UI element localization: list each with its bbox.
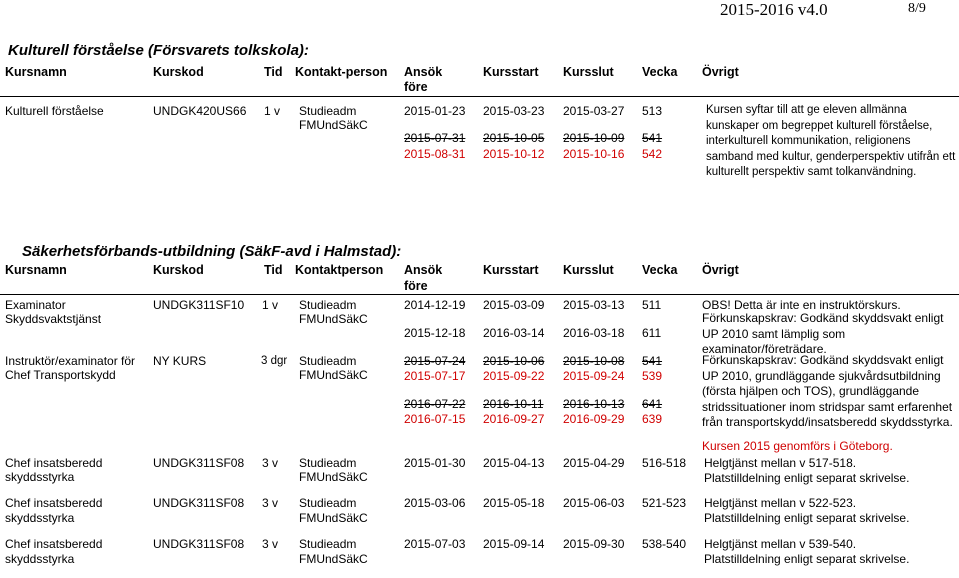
contact-unit: FMUndSäkC (299, 470, 368, 484)
course-duration: 3 v (262, 537, 279, 551)
apply-date-new: 2016-07-15 (404, 412, 466, 426)
col-kursslut: Kursslut (563, 65, 614, 79)
col-kurskod: Kurskod (153, 263, 204, 277)
col-tid: Tid (264, 65, 283, 79)
course-name-2: Skyddsvaktstjänst (5, 312, 102, 326)
contact-unit: FMUndSäkC (299, 368, 368, 382)
start-date-cancelled: 2016-10-11 (483, 397, 544, 411)
start-date-new: 2016-09-27 (483, 412, 545, 426)
location-note: Kursen 2015 genomförs i Göteborg. (702, 439, 893, 453)
allocation-note: Platstilldelning enligt separat skrivelse. (704, 552, 910, 566)
apply-date-cancelled: 2015-07-31 (404, 131, 466, 145)
col-ansok: Ansök (404, 263, 443, 277)
week-new: 539 (642, 369, 663, 383)
end-date: 2015-03-27 (563, 104, 625, 118)
col-kursnamn: Kursnamn (5, 263, 67, 277)
contact-unit: FMUndSäkC (299, 511, 368, 525)
apply-date: 2015-01-23 (404, 104, 466, 118)
col-ovrigt: Övrigt (702, 65, 739, 79)
start-date: 2015-03-23 (483, 104, 545, 118)
weekend-note: Helgtjänst mellan v 539-540. (704, 537, 857, 551)
col-vecka: Vecka (642, 263, 678, 277)
col-kontakt: Kontakt-person (295, 65, 388, 79)
week: 516-518 (642, 456, 687, 470)
contact: Studieadm (299, 298, 357, 312)
end-date-cancelled: 2016-10-13 (563, 397, 625, 411)
col-tid: Tid (264, 263, 283, 277)
end-date: 2015-09-30 (563, 537, 625, 551)
weekend-note: Helgtjänst mellan v 522-523. (704, 496, 857, 510)
course-duration: 1 v (264, 104, 281, 118)
end-date-new: 2015-09-24 (563, 369, 625, 383)
col-kursslut: Kursslut (563, 263, 614, 277)
contact: Studieadm (299, 496, 357, 510)
contact-unit: FMUndSäkC (299, 118, 368, 132)
col-ansok-2: före (404, 279, 428, 293)
apply-date-new: 2015-07-17 (404, 369, 466, 383)
contact: Studieadm (299, 537, 357, 551)
week-cancelled: 541 (642, 131, 663, 145)
course-code: UNDGK311SF08 (153, 496, 245, 510)
course-name: Instruktör/examinator för (5, 354, 136, 368)
contact: Studieadm (299, 354, 357, 368)
contact-unit: FMUndSäkC (299, 312, 368, 326)
apply-date: 2015-07-03 (404, 537, 466, 551)
start-date-cancelled: 2015-10-05 (483, 131, 545, 145)
col-vecka: Vecka (642, 65, 678, 79)
weekend-note: Helgtjänst mellan v 517-518. (704, 456, 857, 470)
start-date-cancelled: 2015-10-06 (483, 354, 545, 368)
contact: Studieadm (299, 104, 357, 118)
apply-date: 2015-12-18 (404, 326, 466, 340)
end-date-cancelled: 2015-10-08 (563, 354, 625, 368)
end-date: 2015-04-29 (563, 456, 625, 470)
course-code: UNDGK311SF10 (153, 298, 245, 312)
course-name-2: skyddsstyrka (5, 470, 75, 484)
col-kursnamn: Kursnamn (5, 65, 67, 79)
course-name: Examinator (5, 298, 66, 312)
course-code: UNDGK311SF08 (153, 537, 245, 551)
allocation-note: Platstilldelning enligt separat skrivelse. (704, 511, 910, 525)
start-date: 2015-05-18 (483, 496, 545, 510)
start-date: 2015-04-13 (483, 456, 545, 470)
col-kurskod: Kurskod (153, 65, 204, 79)
week-new: 542 (642, 147, 663, 161)
apply-date: 2015-01-30 (404, 456, 466, 470)
contact: Studieadm (299, 456, 357, 470)
course-name: Chef insatsberedd (5, 456, 103, 470)
start-date: 2015-03-09 (483, 298, 545, 312)
section1-header-rule (0, 96, 959, 97)
section2-header-rule (0, 294, 959, 295)
week-new: 639 (642, 412, 663, 426)
week: 538-540 (642, 537, 687, 551)
course-code: NY KURS (153, 354, 207, 368)
section1-title: Kulturell förståelse (Försvarets tolkskola): (8, 42, 309, 59)
course-name: Chef insatsberedd (5, 537, 103, 551)
document-version: 2015-2016 v4.0 (720, 0, 828, 19)
allocation-note: Platstilldelning enligt separat skrivelse. (704, 471, 910, 485)
apply-date: 2014-12-19 (404, 298, 466, 312)
end-date: 2015-03-13 (563, 298, 625, 312)
course-code: UNDGK311SF08 (153, 456, 245, 470)
course-name: Kulturell förståelse (5, 104, 104, 118)
end-date: 2015-06-03 (563, 496, 625, 510)
end-date: 2016-03-18 (563, 326, 625, 340)
start-date: 2015-09-14 (483, 537, 545, 551)
col-ovrigt: Övrigt (702, 263, 739, 277)
course-description: Kursen syftar till att ge eleven allmänna kunskaper om begreppet kulturell förståelse, interkulturell kommunikation, religionens samband med kultur, genderperspektiv utifrån ett kulturellt perspektiv samt tolkanvändning. (706, 104, 956, 178)
start-date-new: 2015-10-12 (483, 147, 545, 161)
apply-date-new: 2015-08-31 (404, 147, 466, 161)
contact-unit: FMUndSäkC (299, 552, 368, 566)
course-duration: 1 v (262, 298, 279, 312)
course-name-2: skyddsstyrka (5, 511, 75, 525)
week: 511 (642, 298, 662, 312)
apply-date-cancelled: 2016-07-22 (404, 397, 466, 411)
end-date-new: 2015-10-16 (563, 147, 625, 161)
col-kursstart: Kursstart (483, 263, 539, 277)
note: OBS! Detta är inte en instruktörskurs. (702, 298, 901, 312)
course-name-2: Chef Transportskydd (5, 368, 116, 382)
col-ansok-2: före (404, 80, 428, 94)
week: 611 (642, 326, 662, 340)
col-kontakt: Kontaktperson (295, 263, 384, 277)
week: 513 (642, 104, 663, 118)
course-name-2: skyddsstyrka (5, 552, 75, 566)
col-kursstart: Kursstart (483, 65, 539, 79)
apply-date: 2015-03-06 (404, 496, 466, 510)
end-date-cancelled: 2015-10-09 (563, 131, 625, 145)
course-duration: 3 v (262, 496, 279, 510)
week: 521-523 (642, 496, 687, 510)
section2-title: Säkerhetsförbands-utbildning (SäkF-avd i Halmstad): (22, 243, 402, 260)
start-date: 2016-03-14 (483, 326, 545, 340)
end-date-new: 2016-09-29 (563, 412, 625, 426)
prerequisites: Förkunskapskrav: Godkänd skyddsvakt enligt UP 2010 samt lämplig som examinator/företrädare. (702, 311, 944, 356)
start-date-new: 2015-09-22 (483, 369, 545, 383)
page-number: 8/9 (908, 1, 926, 16)
apply-date-cancelled: 2015-07-24 (404, 354, 466, 368)
course-code: UNDGK420US66 (153, 104, 247, 118)
week-cancelled: 641 (642, 397, 663, 411)
course-duration: 3 v (262, 456, 279, 470)
week-cancelled: 541 (642, 354, 663, 368)
prerequisites: Förkunskapskrav: Godkänd skyddsvakt enligt UP 2010, grundläggande sjukvårdsutbildning (första hjälpen och TOS), grundläggande stridssituationer inom stridspar samt erfarenhet från transportskydd/insatsberedd skyddsstyrka. (702, 353, 953, 429)
col-ansok: Ansök (404, 65, 443, 79)
course-duration: 3 dgr (261, 355, 288, 367)
course-name: Chef insatsberedd (5, 496, 103, 510)
